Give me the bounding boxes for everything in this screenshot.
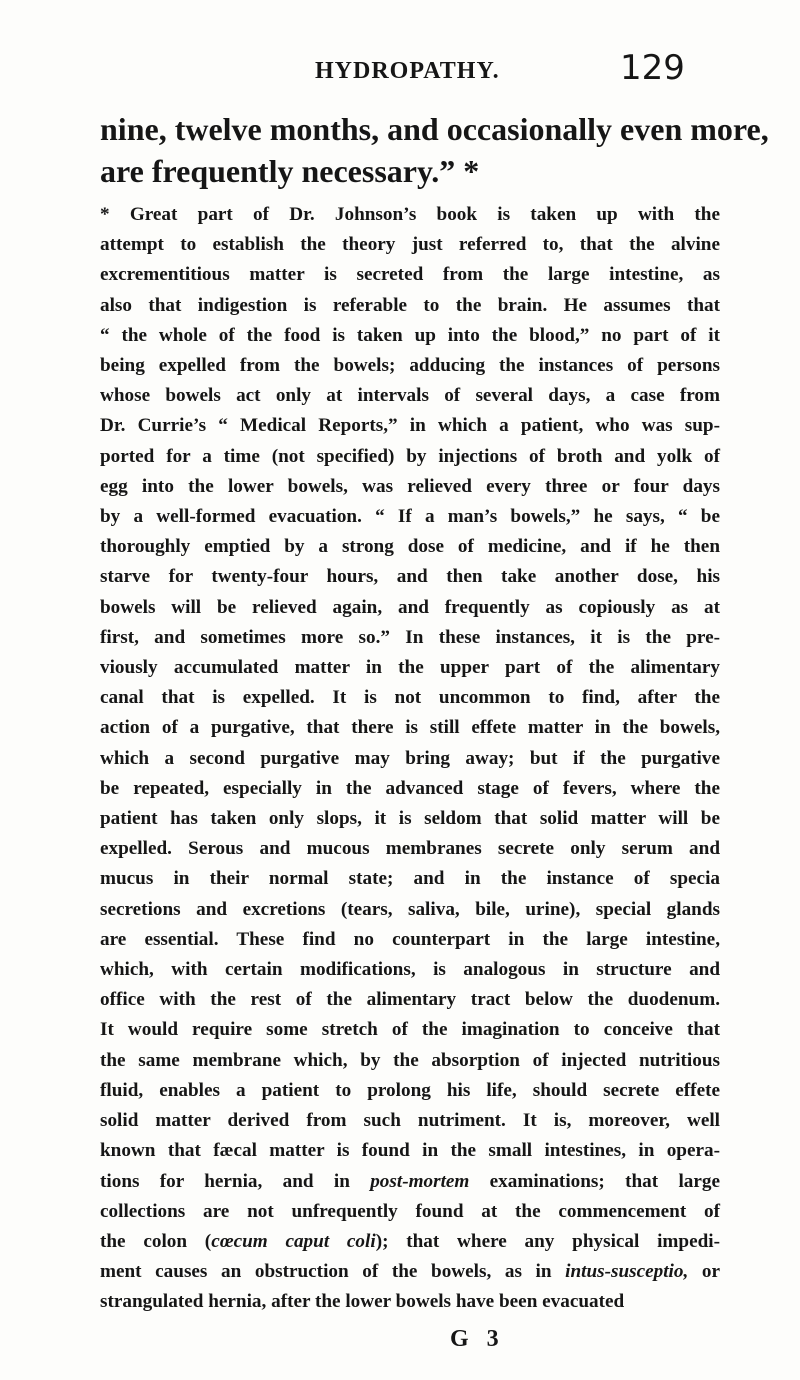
footnote-line: being expelled from the bowels; adducing the instances of persons bbox=[100, 355, 720, 377]
footnote-text-segment: tions for hernia, and in bbox=[100, 1170, 371, 1192]
footnote-text-segment: ment causes an obstruction of the bowels, as in bbox=[100, 1261, 566, 1283]
signature-mark: G 3 bbox=[450, 1326, 505, 1352]
footnote-line: first, and sometimes more so.” In these instances, it is the pre- bbox=[100, 626, 720, 648]
footnote-italic-term: post-mortem bbox=[370, 1170, 470, 1192]
footnote-line: ported for a time (not specified) by injections of broth and yolk of bbox=[100, 445, 720, 467]
footnote-line bbox=[100, 1227, 720, 1257]
footnote-line: strangulated hernia, after the lower bowels have been evacuated bbox=[100, 1291, 625, 1313]
footnote-text-segment: examinations; that large bbox=[469, 1170, 720, 1192]
footnote-line: It would require some stretch of the imagination to conceive that bbox=[100, 1019, 720, 1041]
footnote-line bbox=[100, 1167, 720, 1197]
footnote-line: viously accumulated matter in the upper part of the alimentary bbox=[100, 657, 720, 679]
footnote-line: egg into the lower bowels, was relieved every three or four days bbox=[100, 475, 720, 497]
footnote-line: thoroughly emptied by a strong dose of medicine, and if he then bbox=[100, 536, 720, 558]
footnote-line: be repeated, especially in the advanced stage of fevers, where the bbox=[100, 777, 720, 799]
footnote-text-segment: or bbox=[688, 1261, 720, 1283]
main-text bbox=[100, 108, 769, 192]
footnote-line: canal that is expelled. It is not uncommon to find, after the bbox=[100, 687, 720, 709]
footnote-line: by a well-formed evacuation. “ If a man’s bowels,” he says, “ be bbox=[100, 506, 720, 528]
footnote-line: secretions and excretions (tears, saliva, bile, urine), special glands bbox=[100, 898, 720, 920]
running-title: HYDROPATHY. bbox=[315, 58, 500, 84]
page-number: 129 bbox=[620, 48, 685, 88]
page-header bbox=[100, 48, 720, 108]
footnote-line: expelled. Serous and mucous membranes secrete only serum and bbox=[100, 838, 720, 860]
footnote-italic-term: intus-susceptio, bbox=[565, 1261, 689, 1283]
footnote-line: known that fæcal matter is found in the small intestines, in opera- bbox=[100, 1140, 720, 1162]
footnote-line: Dr. Currie’s “ Medical Reports,” in which a patient, who was sup- bbox=[100, 415, 720, 437]
footnote-line: solid matter derived from such nutriment. It is, moreover, well bbox=[100, 1110, 720, 1132]
footnote-line: starve for twenty-four hours, and then take another dose, his bbox=[100, 566, 720, 588]
footnote-line: * Great part of Dr. Johnson’s book is taken up with the bbox=[100, 204, 720, 225]
footnote-line: excrementitious matter is secreted from the large intestine, as bbox=[100, 264, 720, 286]
footnote-line: the same membrane which, by the absorption of injected nutritious bbox=[100, 1049, 720, 1071]
footnote-line: “ the whole of the food is taken up into the blood,” no part of it bbox=[100, 324, 720, 346]
footnote-line: collections are not unfrequently found at the commencement of bbox=[100, 1200, 720, 1222]
footnote-line: also that indigestion is referable to the brain. He assumes that bbox=[100, 294, 720, 316]
main-text-line: nine, twelve months, and occasionally even more, bbox=[100, 111, 769, 147]
footnote-text-segment: ); that where any physical impedi- bbox=[375, 1230, 720, 1252]
footnote bbox=[100, 200, 720, 1318]
footnote-line: which, with certain modifications, is analogous in structure and bbox=[100, 959, 720, 981]
footnote-line: bowels will be relieved again, and frequently as copiously as at bbox=[100, 596, 720, 618]
footnote-line: mucus in their normal state; and in the instance of specia bbox=[100, 868, 720, 890]
footnote-line: patient has taken only slops, it is seldom that solid matter will be bbox=[100, 808, 720, 830]
footnote-line: fluid, enables a patient to prolong his life, should secrete effete bbox=[100, 1079, 720, 1101]
footnote-text-segment: the colon ( bbox=[100, 1230, 212, 1252]
footnote-line: whose bowels act only at intervals of several days, a case from bbox=[100, 385, 720, 407]
footnote-line: office with the rest of the alimentary tract below the duodenum. bbox=[100, 989, 720, 1011]
footnote-line: which a second purgative may bring away; but if the purgative bbox=[100, 747, 720, 769]
footnote-line: attempt to establish the theory just referred to, that the alvine bbox=[100, 234, 720, 256]
footnote-line: are essential. These find no counterpart in the large intestine, bbox=[100, 928, 720, 950]
main-text-line: are frequently necessary.” * bbox=[100, 153, 480, 189]
footnote-line bbox=[100, 1257, 720, 1287]
footnote-italic-term: cœcum caput coli bbox=[211, 1230, 376, 1252]
footnote-line: action of a purgative, that there is still effete matter in the bowels, bbox=[100, 717, 720, 739]
